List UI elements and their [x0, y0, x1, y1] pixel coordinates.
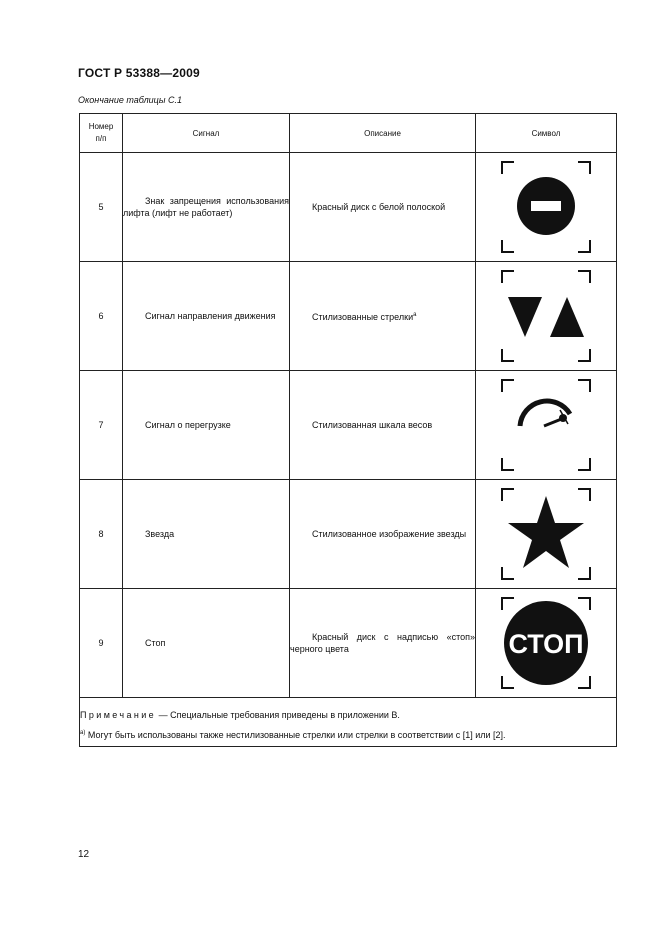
- column-header-description: Описание: [290, 114, 476, 153]
- signal-cell: [123, 480, 290, 589]
- symbol-cell: [476, 480, 617, 589]
- signal-cell: [123, 371, 290, 480]
- column-header-signal: Сигнал: [123, 114, 290, 153]
- description-text: Стилизованные стрелки: [312, 312, 414, 322]
- row-number: 5: [80, 153, 123, 262]
- description-cell: [290, 480, 476, 589]
- signal-cell: [123, 262, 290, 371]
- table-row: [80, 480, 617, 589]
- column-header-symbol: Символ: [476, 114, 617, 153]
- description-text: Красный диск с надписью «стоп» черного цвета: [290, 632, 475, 654]
- symbol-cell: [476, 262, 617, 371]
- footnote-text: Могут быть использованы также нестилизованные стрелки или стрелки в соответствии с [1] или [2].: [85, 730, 506, 740]
- description-cell: [290, 371, 476, 480]
- signal-text: Сигнал о перегрузке: [145, 420, 231, 430]
- table-footnote: [80, 730, 616, 740]
- signal-text: Сигнал направления движения: [145, 311, 276, 321]
- description-cell: [290, 589, 476, 698]
- description-text: Стилизованное изображение звезды: [312, 529, 467, 539]
- column-header-number: [80, 114, 123, 153]
- table-header-row: [80, 114, 617, 153]
- signal-text: Стоп: [145, 638, 166, 648]
- overload-gauge-icon: [500, 378, 592, 472]
- description-cell: [290, 262, 476, 371]
- row-number: 6: [80, 262, 123, 371]
- row-number: 7: [80, 371, 123, 480]
- table-row: [80, 262, 617, 371]
- footnote-marker: а): [80, 730, 86, 736]
- row-number: 9: [80, 589, 123, 698]
- document-header: ГОСТ Р 53388—2009: [78, 66, 200, 80]
- symbol-cell: [476, 153, 617, 262]
- signal-text: Знак запрещения использования лифта (лифт не работает): [123, 196, 289, 218]
- direction-arrows-icon: [500, 269, 592, 363]
- note-label: Примечание: [80, 710, 157, 720]
- description-cell: [290, 153, 476, 262]
- note-cell: [80, 698, 617, 747]
- table-row: [80, 371, 617, 480]
- star-icon: [500, 487, 592, 581]
- row-number: 8: [80, 480, 123, 589]
- stop-sign-icon: [500, 596, 592, 690]
- note-text: — Специальные требования приведены в приложении В.: [156, 710, 400, 720]
- footnote-marker: а: [413, 312, 417, 318]
- signals-table: [79, 113, 617, 747]
- page-number: 12: [78, 849, 90, 860]
- symbol-cell: [476, 371, 617, 480]
- table-row: [80, 153, 617, 262]
- signal-cell: [123, 589, 290, 698]
- description-text: Красный диск с белой полоской: [312, 202, 446, 212]
- table-caption: Окончание таблицы С.1: [78, 95, 182, 105]
- table-row: [80, 589, 617, 698]
- signal-text: Звезда: [145, 529, 175, 539]
- signal-cell: [123, 153, 290, 262]
- column-header-number-line2: п/п: [95, 134, 107, 143]
- note-row: [80, 698, 617, 747]
- table-note: [80, 710, 616, 720]
- description-text: Стилизованная шкала весов: [312, 420, 433, 430]
- no-entry-icon: [500, 160, 592, 254]
- stop-sign-text: СТОП: [508, 629, 584, 659]
- symbol-cell: [476, 589, 617, 698]
- column-header-number-line1: Номер: [88, 122, 114, 131]
